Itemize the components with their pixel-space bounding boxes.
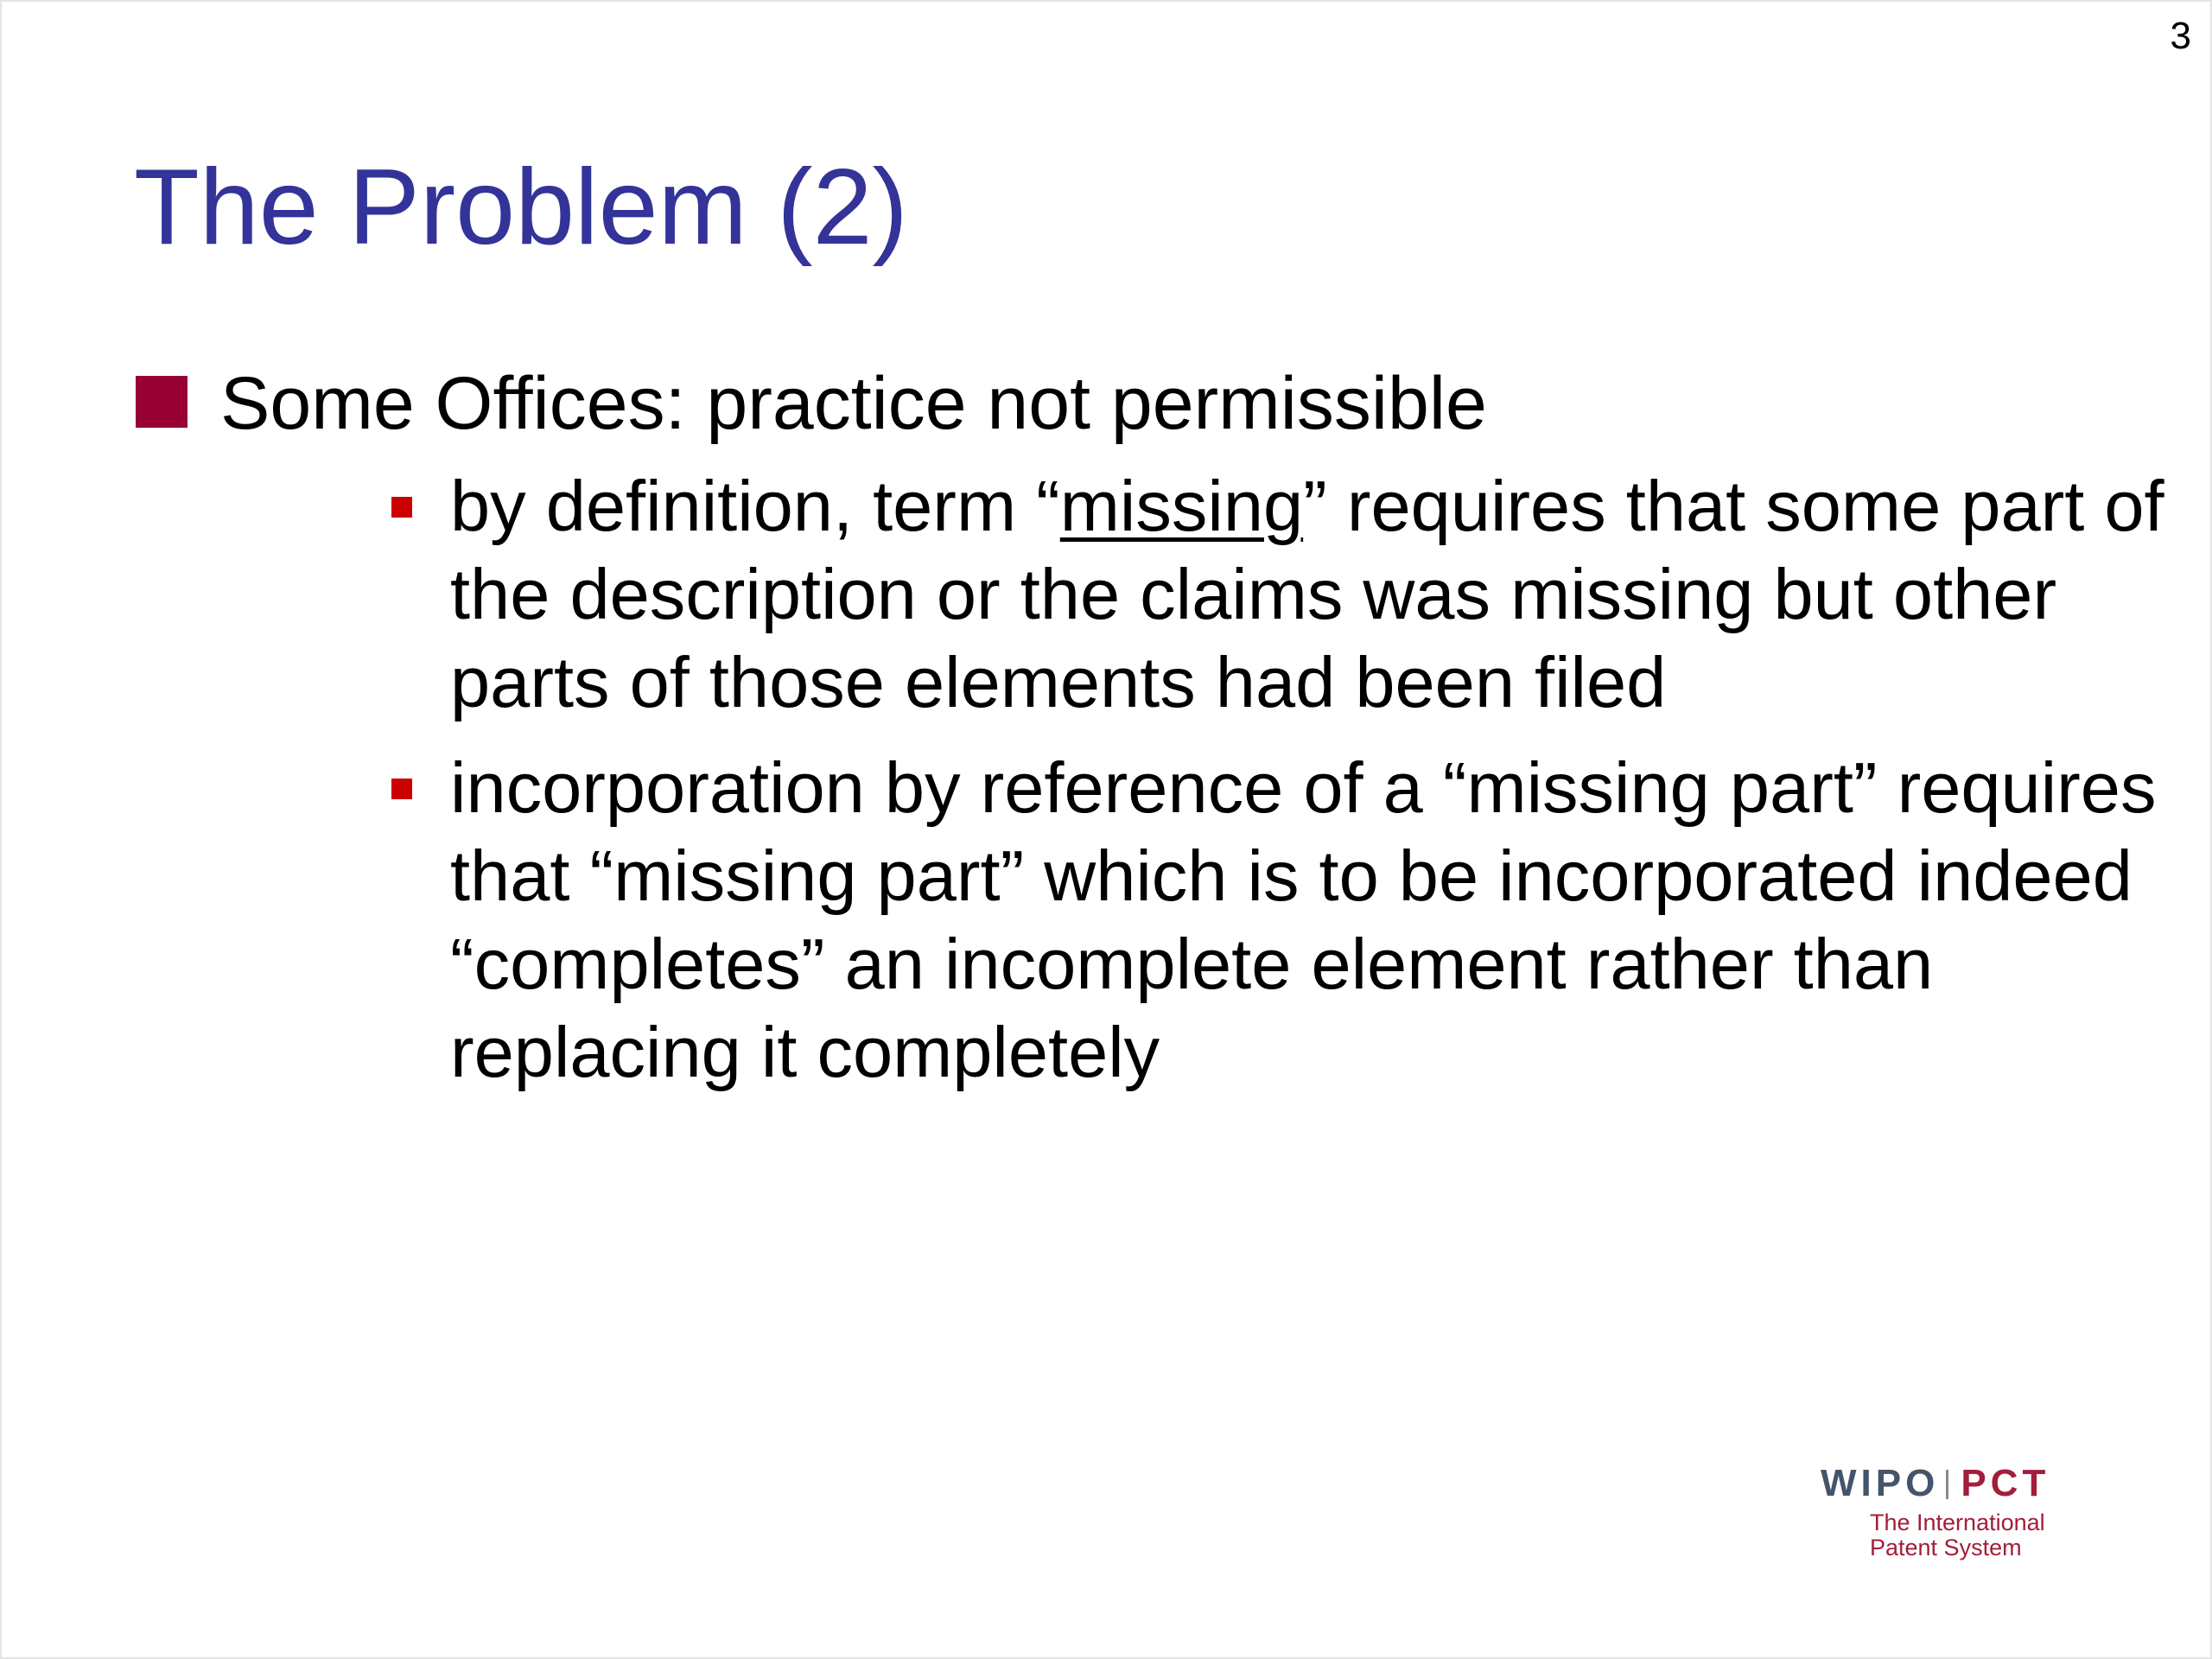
wipo-pct-logo <box>1821 1462 2084 1560</box>
small-square-bullet-icon <box>391 779 412 799</box>
sub-bullet-line: replacing it completely <box>450 1012 1160 1092</box>
sub-bullet-item <box>315 462 2212 727</box>
logo-wipo-text: WIPO <box>1821 1462 1940 1504</box>
logo-subtitle <box>1870 1510 2084 1560</box>
sub-bullet-line: “completes” an incomplete element rather than <box>450 924 1934 1004</box>
bullet-item-level1 <box>136 360 2123 447</box>
logo-subtitle-line: Patent System <box>1870 1535 2022 1560</box>
sub-bullet-list <box>315 462 2212 1096</box>
underlined-word: missing <box>1059 466 1304 546</box>
page-number: 3 <box>2170 15 2191 57</box>
sub-bullet-item <box>315 744 2212 1096</box>
square-bullet-icon <box>136 376 188 428</box>
sub-bullet-line <box>450 462 2212 550</box>
text-segment: by definition, term “ <box>450 466 1060 546</box>
small-square-bullet-icon <box>391 497 412 518</box>
sub-bullet-line: the description or the claims was missing but other <box>450 554 2057 634</box>
logo-pct-text: PCT <box>1961 1462 2050 1504</box>
slide-title: The Problem (2) <box>134 148 908 267</box>
logo-wordmark <box>1821 1462 2084 1505</box>
text-segment: ” requires that some part of <box>1303 466 2164 546</box>
bullet-text: Some Offices: practice not permissible <box>220 362 1487 445</box>
logo-subtitle-line: The International <box>1870 1510 2045 1535</box>
sub-bullet-line: parts of those elements had been filed <box>450 642 1667 722</box>
logo-separator <box>1946 1470 1948 1499</box>
bullet-list <box>136 360 2164 1114</box>
sub-bullet-line: incorporation by reference of a “missing part” requires <box>450 747 2157 828</box>
sub-bullet-line: that “missing part” which is to be incorporated indeed <box>450 836 2133 916</box>
